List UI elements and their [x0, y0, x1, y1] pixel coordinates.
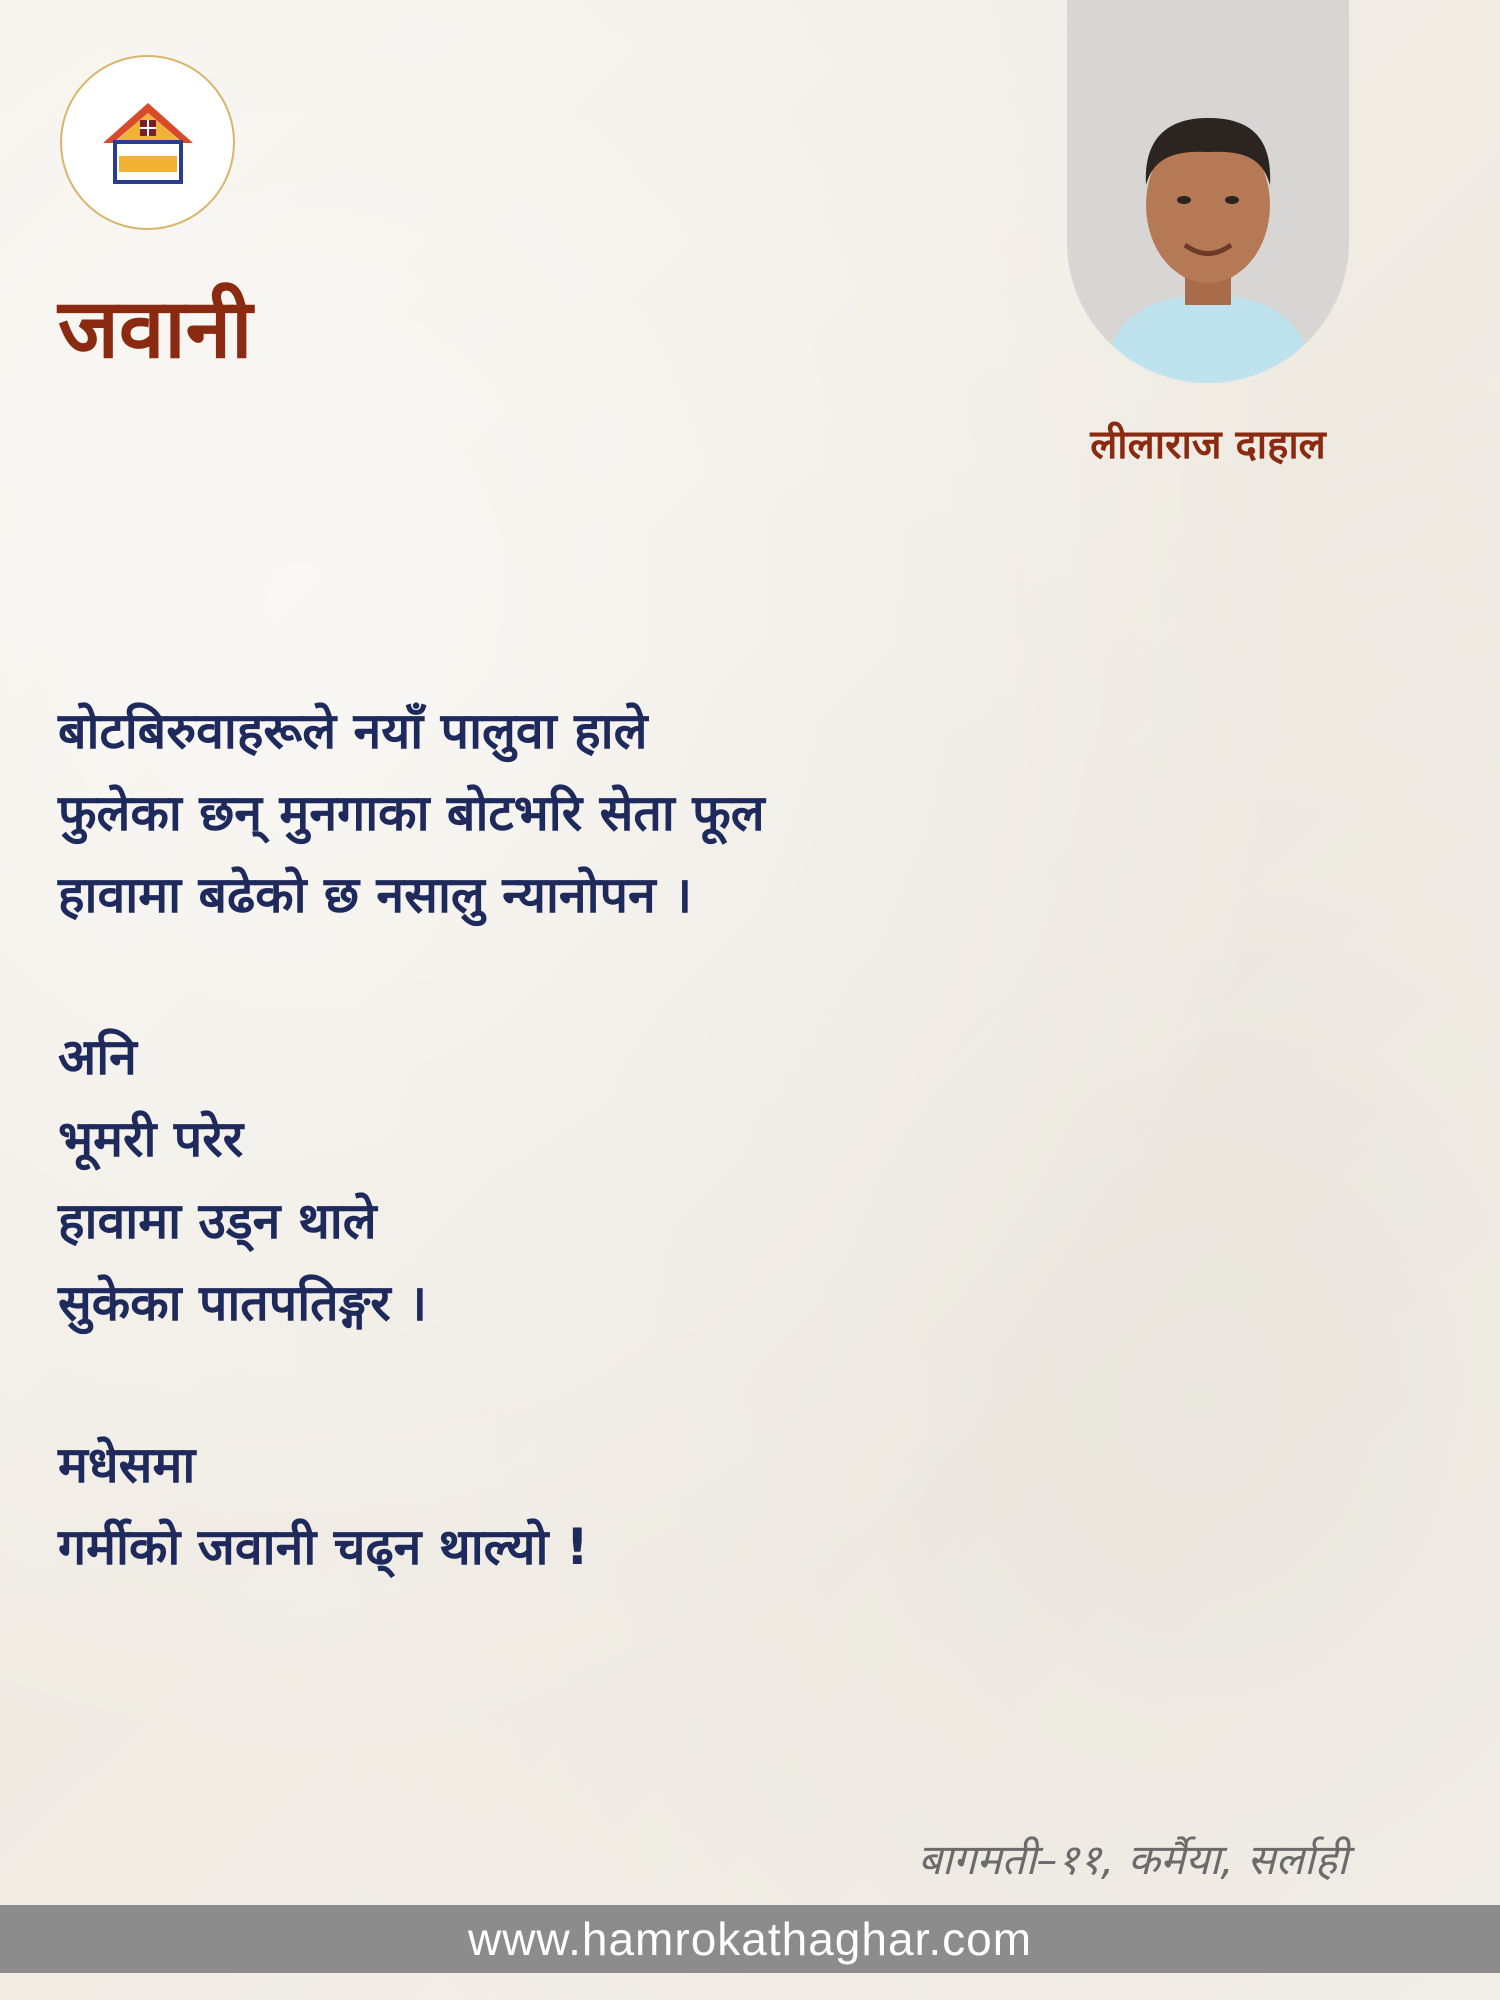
house-logo-icon: [93, 98, 203, 188]
poem-body: [58, 690, 1258, 1668]
poem-line: अनि: [58, 1028, 137, 1086]
poem-stanza-2: [58, 1016, 1258, 1344]
poem-line: हावामा उड्न थाले: [58, 1192, 377, 1250]
poem-title: जवानी: [58, 282, 253, 377]
footer-bar: [0, 1905, 1500, 1973]
author-location: बागमती–११, कर्मैया, सर्लाही: [917, 1835, 1348, 1884]
poem-line: बोटबिरुवाहरूले नयाँ पालुवा हाले: [58, 702, 648, 760]
author-portrait: [1067, 0, 1349, 383]
poem-line: सुकेका पातपतिङ्गर ।: [58, 1274, 428, 1332]
poem-line: हावामा बढेको छ नसालु न्यानोपन ।: [58, 866, 693, 924]
author-name: लीलाराज दाहाल: [1090, 422, 1326, 468]
poem-stanza-1: [58, 690, 1258, 936]
author-photo-frame: [1067, 0, 1349, 383]
poem-line: फुलेका छन् मुनगाका बोटभरि सेता फूल: [58, 784, 765, 842]
poem-line: मधेसमा: [58, 1436, 196, 1494]
poem-line: भूमरी परेर: [58, 1110, 244, 1168]
poem-stanza-3: [58, 1424, 1258, 1588]
website-link[interactable]: www.hamrokathaghar.com: [467, 1913, 1033, 1965]
poem-line: गर्मीको जवानी चढ्न थाल्यो !: [58, 1518, 589, 1576]
brand-logo[interactable]: [60, 55, 235, 230]
